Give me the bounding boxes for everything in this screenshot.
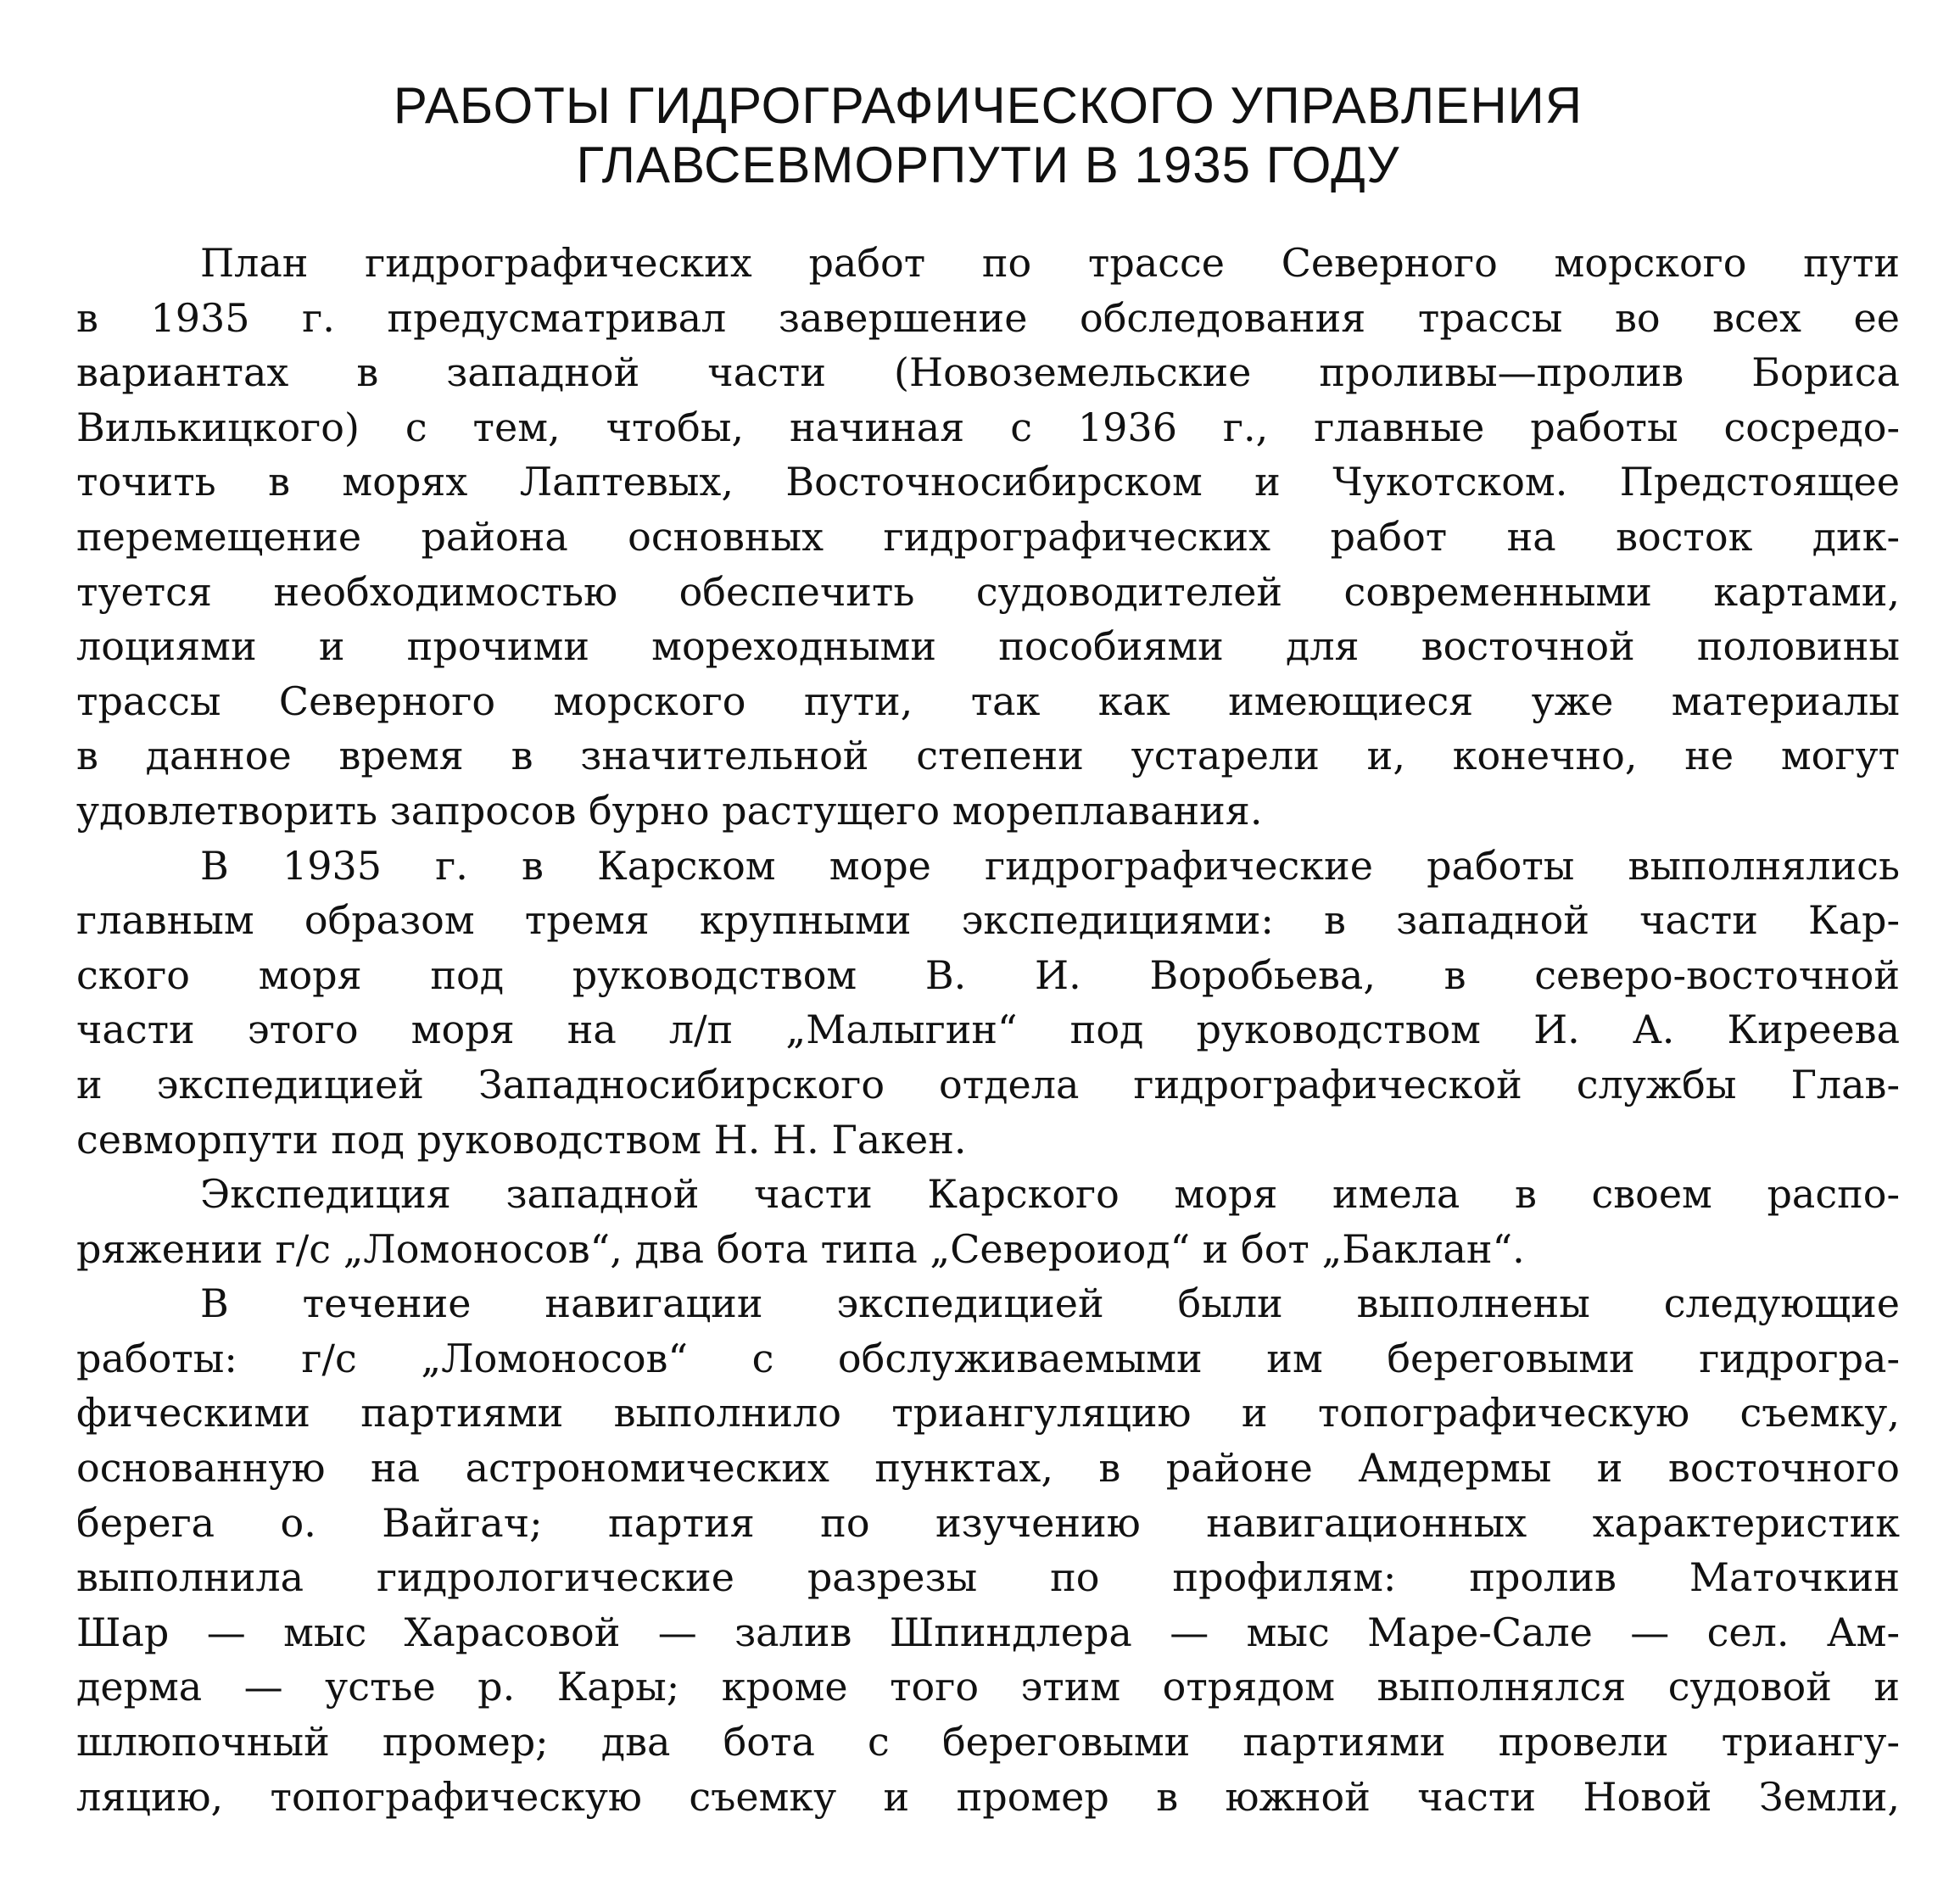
text-line: в 1935 г. предусматривал завершение обследования трассы во всех ее bbox=[76, 294, 1900, 341]
text-line: удовлетворить запросов бурно растущего мореплавания. bbox=[76, 787, 1263, 834]
title-line: РАБОТЫ ГИДРОГРАФИЧЕСКОГО УПРАВЛЕНИЯ bbox=[393, 77, 1583, 134]
text-line: и экспедицией Западносибирского отдела гидрографической службы Глав- bbox=[76, 1061, 1900, 1107]
text-line: Экспедиция западной части Карского моря имела в своем распо- bbox=[200, 1171, 1900, 1218]
text-line: Вилькицкого) с тем, чтобы, начиная с 1936 г., главные работы сосредо- bbox=[76, 404, 1900, 450]
text-line: туется необходимостью обеспечить судоводителей современными картами, bbox=[76, 568, 1900, 615]
text-line: севморпути под руководством Н. Н. Гакен. bbox=[76, 1116, 967, 1163]
paragraph bbox=[76, 1167, 1900, 1276]
text-line: точить в морях Лаптевых, Восточносибирском и Чукотском. Предстоящее bbox=[76, 459, 1900, 505]
text-line: берега о. Вайгач; партия по изучению навигационных характеристик bbox=[76, 1499, 1900, 1546]
text-line: перемещение района основных гидрографических работ на восток дик- bbox=[76, 513, 1900, 560]
text-line: выполнила гидрологические разрезы по профилям: пролив Маточкин bbox=[76, 1554, 1900, 1601]
text-line: В 1935 г. в Карском море гидрографические работы выполнялись bbox=[200, 842, 1900, 889]
article-body bbox=[76, 236, 1900, 1824]
text-line: лоциями и прочими мореходными пособиями для восточной половины bbox=[76, 623, 1900, 670]
text-line: главным образом тремя крупными экспедициями: в западной части Кар- bbox=[76, 897, 1900, 944]
text-line: основанную на астрономических пунктах, в районе Амдермы и восточного bbox=[76, 1445, 1900, 1492]
text-line: План гидрографических работ по трассе Северного морского пути bbox=[200, 240, 1900, 286]
paragraph bbox=[76, 839, 1900, 1168]
paragraph bbox=[76, 1276, 1900, 1824]
document-page bbox=[76, 76, 1900, 1857]
text-line: трассы Северного морского пути, так как имеющиеся уже материалы bbox=[76, 678, 1900, 724]
text-line: ряжении г/с „Ломоносов“, два бота типа „Североиод“ и бот „Баклан“. bbox=[76, 1225, 1525, 1272]
text-line: В течение навигации экспедицией были выполнены следующие bbox=[200, 1280, 1900, 1327]
text-line: работы: г/с „Ломоносов“ с обслуживаемыми им береговыми гидрогра- bbox=[76, 1335, 1900, 1381]
text-line: шлюпочный промер; два бота с береговыми партиями провели триангу- bbox=[76, 1719, 1900, 1765]
text-line: части этого моря на л/п „Малыгин“ под руководством И. А. Киреева bbox=[76, 1007, 1900, 1053]
text-line: ляцию, топографическую съемку и промер в южной части Новой Земли, bbox=[76, 1773, 1900, 1820]
text-line: в данное время в значительной степени устарели и, конечно, не могут bbox=[76, 733, 1900, 779]
text-line: вариантах в западной части (Новоземельские проливы—пролив Бориса bbox=[76, 349, 1900, 396]
paragraph bbox=[76, 236, 1900, 839]
text-line: дерма — устье р. Кары; кроме того этим отрядом выполнялся судовой и bbox=[76, 1664, 1900, 1710]
text-line: фическими партиями выполнило триангуляцию и топографическую съемку, bbox=[76, 1390, 1900, 1436]
title-line: ГЛАВСЕВМОРПУТИ В 1935 ГОДУ bbox=[576, 137, 1400, 193]
text-line: Шар — мыс Харасовой — залив Шпиндлера — мыс Маре-Сале — сел. Ам- bbox=[76, 1609, 1900, 1655]
text-line: ского моря под руководством В. И. Воробьева, в северо-восточной bbox=[76, 951, 1900, 998]
page-title bbox=[76, 76, 1900, 195]
